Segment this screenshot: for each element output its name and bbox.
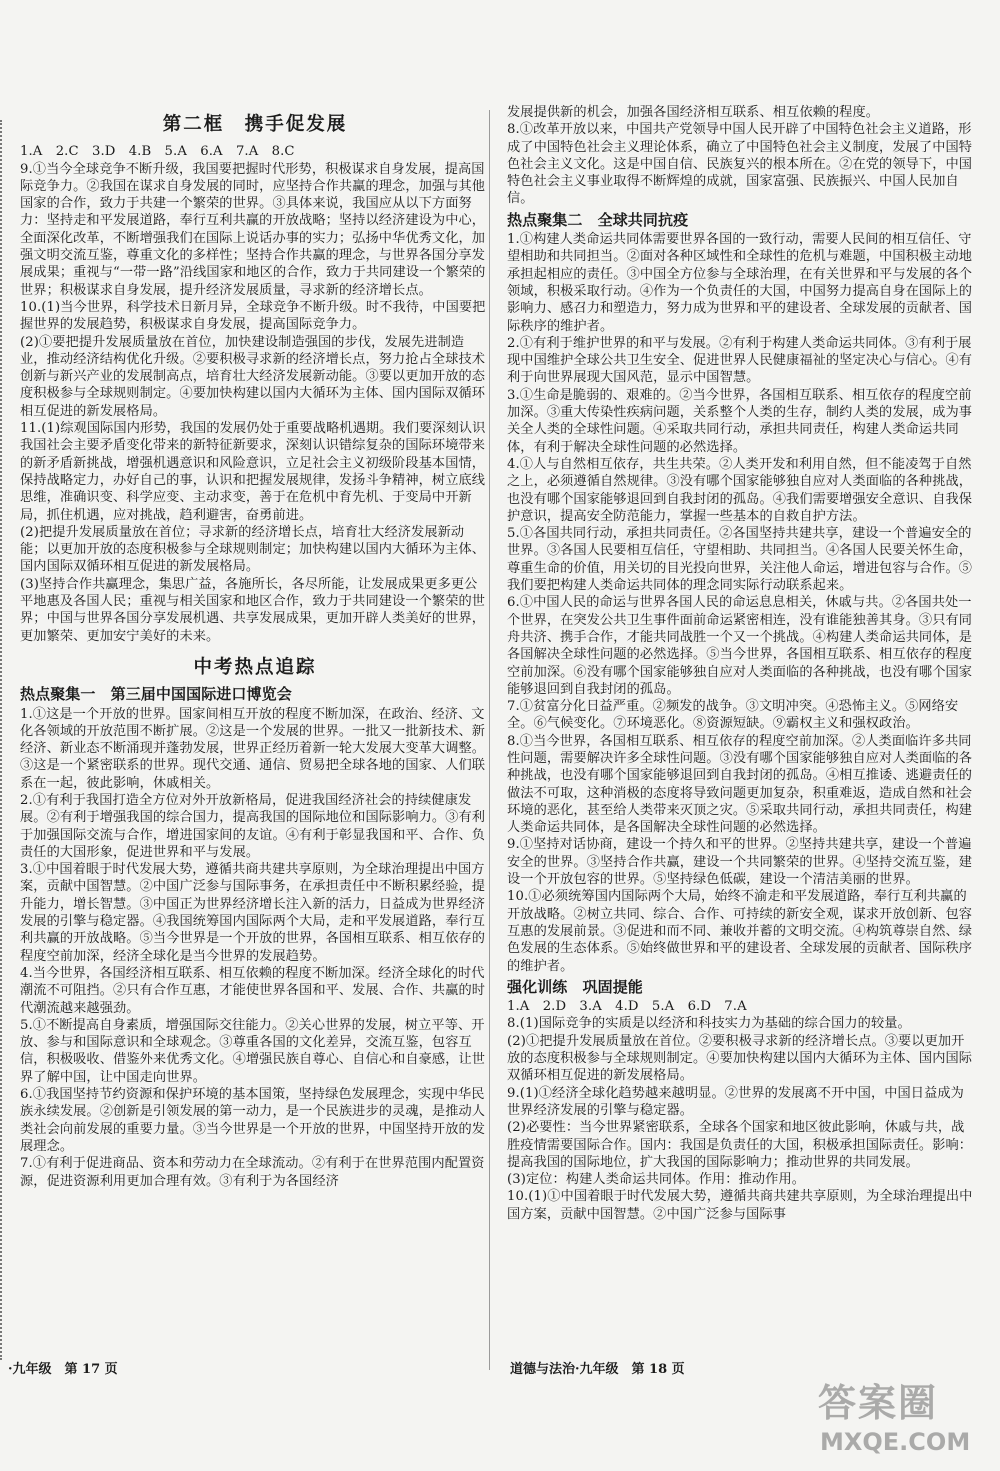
section-answers-reinforcement <box>507 998 977 1223</box>
answer-paragraph: 2.①有利于维护世界的和平与发展。②有利于构建人类命运共同体。③有利于展现中国维护全球公共卫生安全、促进世界人民健康福祉的坚定决心与信心。④有利于向世界展现大国风范，显示中国智慧。 <box>507 335 973 386</box>
watermark-logo-text: 答案圈 <box>818 1381 939 1425</box>
answer-paragraph: 3.①中国着眼于时代发展大势，遵循共商共建共享原则，为全球治理提出中国方案，贡献中国智慧。②中国广泛参与国际事务，在承担责任中不断积累经验，提升能力，增长智慧。③中国正为世界经济增长注入新的活力，日益成为世界经济发展的引擎与稳定器。④我国统筹国内国际两个大局，走和平发展道路，奉行互利共赢的开放战略。⑤当今世界是一个开放的世界，各国相互联系、相互依存的程度空前加深，经济全球化是当今世界的发展趋势。 <box>20 862 486 964</box>
answer-paragraph: 10.(1)当今世界，科学技术日新月异，全球竞争不断升级。时不我待，中国要把握世界的发展趋势，积极谋求自身发展，提高国际竞争力。 <box>20 299 486 333</box>
answer-paragraph: 7.①有利于促进商品、资本和劳动力在全球流动。②有利于在世界范围内配置资源，促进资源利用更加合理有效。③有利于为各国经济 <box>20 1156 485 1189</box>
answer-paragraph: 8.①当今世界，各国相互联系、相互依存的程度空前加深。②人类面临许多共同性问题，需要解决许多全球性问题。③没有哪个国家能够独自应对人类面临的各种挑战，也没有哪个国家能够退回到自我封闭的孤岛。④相互推诿、逃避责任的做法不可取，这种消极的态度将导致问题更加复杂，积重难返，造成自然和社会环境的恶化，甚至给人类带来灭顶之灾。⑤采取共同行动，承担共同责任，构建人类命运共同体，是各国解决全球性问题的必然选择。 <box>507 733 973 836</box>
answer-paragraph: 10.①必须统筹国内国际两个大局，始终不渝走和平发展道路，奉行互利共赢的开放战略。②树立共同、综合、合作、可持续的新安全观，谋求开放创新、包容互惠的发展前景。③促进和而不同、兼收并蓄的文明交流。④构筑尊崇自然、绿色发展的生态体系。⑤始终做世界和平的建设者、全球发展的贡献者、国际秩序的维护者。 <box>507 889 973 974</box>
binding-edge-marks <box>0 120 8 1360</box>
answer-paragraph: 9.①当今全球竞争不断升级，我国要把握时代形势，积极谋求自身发展，提高国际竞争力。②我国在谋求自身发展的同时，应坚持合作共赢的理念，加强与其他国家的合作，致力于共建一个繁荣的世界。③具体来说，我国应从以下方面努力：坚持走和平发展道路，奉行互利共赢的开放战略；坚持以经济建设为中心，全面深化改革，不断增强我们在国际上说话办事的实力；弘扬中华优秀文化，加强文明交流互鉴，尊重文化的多样性；坚持合作共赢的理念，与世界各国分享发展成果；重视与“一带一路”沿线国家和地区的合作，致力于共同建设一个繁荣的世界；积极谋求自身发展，提升经济发展质量，寻求新的经济增长点。 <box>20 161 486 298</box>
answer-paragraph: 7.①贫富分化日益严重。②频发的战争。③文明冲突。④恐怖主义。⑤网络安全。⑥气候变化。⑦环境恶化。⑧资源短缺。⑨霸权主义和强权政治。 <box>507 699 959 732</box>
answer-paragraph: (2)①要把提升发展质量放在首位，加快建设制造强国的步伐，发展先进制造业，推动经济结构优化升级。②要积极寻求新的经济增长点，努力抢占全球技术创新与新兴产业的发展制高点，培育壮大经济发展新动能。③要以更加开放的态度积极参与全球规则制定。④要加快构建以国内大循环为主体、国内国际双循环相互促进的新发展格局。 <box>20 334 486 419</box>
subtitle-reinforcement: 强化训练 巩固提能 <box>507 977 643 996</box>
answer-paragraph: (2)把提升发展质量放在首位；寻求新的经济增长点，培育壮大经济发展新动能；以更加开放的态度积极参与全球规则制定；加快构建以国内大循环为主体、国内国际双循环相互促进的新发展格局。 <box>20 524 486 575</box>
answer-paragraph: 2.①有利于我国打造全方位对外开放新格局，促进我国经济社会的持续健康发展。②有利于增强我国的综合国力，提高我国的国际地位和国际影响力。③有利于加强国际交流与合作，增进国家间的友谊。④有利于彰显我国和平、合作、负责任的大国形象，促进世界和平与发展。 <box>20 792 486 860</box>
answer-paragraph: (2)必要性：当今世界紧密联系，全球各个国家和地区彼此影响，休戚与共，战胜疫情需要国际合作。国内：我国是负责任的大国，积极承担国际责任。影响：提高我国的国际地位，扩大我国的国际影响力；推动世界的共同发展。 <box>507 1120 973 1170</box>
answer-paragraph: 5.①不断提高自身素质，增强国际交往能力。②关心世界的发展，树立平等、开放、参与和国际意识和全球观念。③尊重各国的文化差异，交流互鉴，包容互信，积极吸收、借鉴外来优秀文化。④增强民族自尊心、自信心和自豪感，让世界了解中国，让中国走向世界。 <box>20 1017 486 1085</box>
answer-paragraph: (3)坚持合作共赢理念，集思广益，各施所长，各尽所能，让发展成果更多更公平地惠及各国人民；重视与相关国家和地区合作，致力于共同建设一个繁荣的世界；中国与世界各国分享发展机遇、共享发展成果，更加开辟人类美好的世界，更加繁荣、更加安宁美好的未来。 <box>20 576 486 644</box>
answer-paragraph: 11.(1)综观国际国内形势，我国的发展仍处于重要战略机遇期。我们要深刻认识我国社会主要矛盾变化带来的新特征新要求，深刻认识错综复杂的国际环境带来的新矛盾新挑战，增强机遇意识和风险意识，立足社会主义初级阶段基本国情，保持战略定力，办好自己的事，认识和把握发展规律，发扬斗争精神，树立底线思维，准确识变、科学应变、主动求变，善于在危机中育先机、于变局中开新局，抓住机遇，应对挑战，趋利避害，奋勇前进。 <box>20 421 486 523</box>
answer-paragraph: 1.A 2.C 3.D 4.B 5.A 6.A 7.A 8.C <box>20 144 295 160</box>
section-answers-antiepidemic <box>507 231 977 975</box>
answer-paragraph: 10.(1)①中国着眼于时代发展大势，遵循共商共建共享原则，为全球治理提出中国方案，贡献中国智慧。②中国广泛参与国际事 <box>507 1189 973 1222</box>
answer-paragraph: 4.当今世界，各国经济相互联系、相互依赖的程度不断加深。经济全球化的时代潮流不可阻挡。②只有合作互惠，才能使世界各国和平、发展、合作、共赢的时代潮流越来越强劲。 <box>20 965 486 1016</box>
answer-paragraph: 发展提供新的机会，加强各国经济相互联系、相互依赖的程度。 <box>507 105 880 120</box>
answer-paragraph: 1.A 2.D 3.A 4.D 5.A 6.D 7.A <box>507 999 747 1015</box>
answer-paragraph: 8.①改革开放以来，中国共产党领导中国人民开辟了中国特色社会主义道路，形成了中国特色社会主义理论体系，确立了中国特色社会主义制度，发展了中国特色社会主义文化。这是中国自信、民族复兴的根本所在。②在党的领导下，中国特色社会主义事业取得不断辉煌的成就，国家富强、民族振兴、中国人民加自信。 <box>507 122 973 207</box>
section-answers-cooperation <box>20 143 490 645</box>
section-answers-import-expo <box>20 706 490 1190</box>
answer-paragraph: 5.①各国共同行动，承担共同责任。②各国坚持共建共享，建设一个普遍安全的世界。③各国人民要相互信任，守望相助、共同担当。④各国人民要关怀生命，尊重生命的价值，用关切的目光投向世界，关注他人命运，增进包容与合作。⑤我们要把构建人类命运共同体的理念同实际行动联系起来。 <box>507 526 973 594</box>
watermark-url: MXQE.COM <box>820 1428 971 1456</box>
section-title-cooperation: 第二框 携手促发展 <box>162 114 348 135</box>
page-footer-left: ·九年级 第 17 页 <box>8 1362 118 1377</box>
right-column <box>507 104 977 1223</box>
answer-paragraph: 8.(1)国际竞争的实质是以经济和科技实力为基础的综合国力的较量。 <box>507 1016 911 1032</box>
answer-paragraph: 1.①这是一个开放的世界。国家间相互开放的程度不断加深，在政治、经济、文化各领域的开放范围不断扩展。②这是一个发展的世界。一批又一批新技术、新经济、新业态不断涌现并蓬勃发展，世界正经历着新一轮大发展大变革大调整。③这是一个紧密联系的世界。现代交通、通信、贸易把全球各地的国家、人们联系在一起，彼此影响，休戚相关。 <box>20 706 486 791</box>
answer-paragraph: (3)定位：构建人类命运共同体。作用：推动作用。 <box>507 1172 806 1188</box>
answer-paragraph: 9.(1)①经济全球化趋势越来越明显。②世界的发展离不开中国，中国日益成为世界经济发展的引擎与稳定器。 <box>507 1085 964 1118</box>
section-answers-continued <box>507 104 977 208</box>
answer-paragraph: 4.①人与自然相互依存，共生共荣。②人类开发和利用自然，但不能凌驾于自然之上，必须遵循自然规律。③没有哪个国家能够独自应对人类面临的各种挑战，也没有哪个国家能够退回到自我封闭的孤岛。④我们需要增强安全意识、自我保护意识，提高安全防范能力，掌握一些基本的自救自护方法。 <box>507 456 973 524</box>
page-footer-right: 道德与法治·九年级 第 18 页 <box>510 1362 685 1377</box>
answer-paragraph: (2)①把提升发展质量放在首位。②要积极寻求新的经济增长点。③要以更加开放的态度积极参与全球规则制定。④要加快构建以国内大循环为主体、国内国际双循环相互促进的新发展格局。 <box>507 1033 973 1084</box>
left-column <box>20 112 490 1190</box>
subtitle-global-antiepidemic: 热点聚集二 全球共同抗疫 <box>507 210 689 229</box>
answer-paragraph: 6.①我国坚持节约资源和保护环境的基本国策，坚持绿色发展理念，实现中华民族永续发展。②创新是引领发展的第一动力，是一个民族进步的灵魂，是推动人类社会向前发展的重要力量。③当今世界是一个开放的世界，中国坚持开放的发展理念。 <box>20 1087 486 1154</box>
column-divider <box>489 110 490 1370</box>
site-watermark <box>818 1372 986 1466</box>
section-title-hot-topics: 中考热点追踪 <box>193 656 317 678</box>
answer-paragraph: 3.①生命是脆弱的、艰难的。②当今世界，各国相互联系、相互依存的程度空前加深。③重大传染性疾病问题，关系整个人类的生存，制约人类的发展，成为事关全人类的全球性问题。④采取共同行动，承担共同责任，构建人类命运共同体，有利于解决全球性问题的必然选择。 <box>507 387 973 455</box>
answer-paragraph: 9.①坚持对话协商，建设一个持久和平的世界。②坚持共建共享，建设一个普遍安全的世界。③坚持合作共赢，建设一个共同繁荣的世界。④坚持交流互鉴，建设一个开放包容的世界。⑤坚持绿色低碳，建设一个清洁美丽的世界。 <box>507 837 973 888</box>
subtitle-import-expo: 热点聚集一 第三届中国国际进口博览会 <box>20 685 292 704</box>
answer-paragraph: 1.①构建人类命运共同体需要世界各国的一致行动，需要人民间的相互信任、守望相助和共同担当。②面对各种区域性和全球性的危机与难题，中国积极主动地承担起相应的责任。③中国全方位参与全球治理，在有关世界和平与发展的各个领域，积极采取行动。④作为一个负责任的大国，中国努力提高自身在国际上的影响力、感召力和塑造力，努力成为世界和平的建设者、全球发展的贡献者、国际秩序的维护者。 <box>507 232 973 334</box>
answer-paragraph: 6.①中国人民的命运与世界各国人民的命运息息相关，休戚与共。②各国共处一个世界，在突发公共卫生事件面前命运紧密相连，没有谁能独善其身。③只有同舟共济、携手合作，才能共同战胜一个又一个挑战。④构建人类命运共同体，是各国解决全球性问题的必然选择。⑤当今世界，各国相互联系、相互依存的程度空前加深。⑥没有哪个国家能够独自应对人类面临的各种挑战，也没有哪个国家能够退回到自我封闭的孤岛。 <box>507 595 973 697</box>
